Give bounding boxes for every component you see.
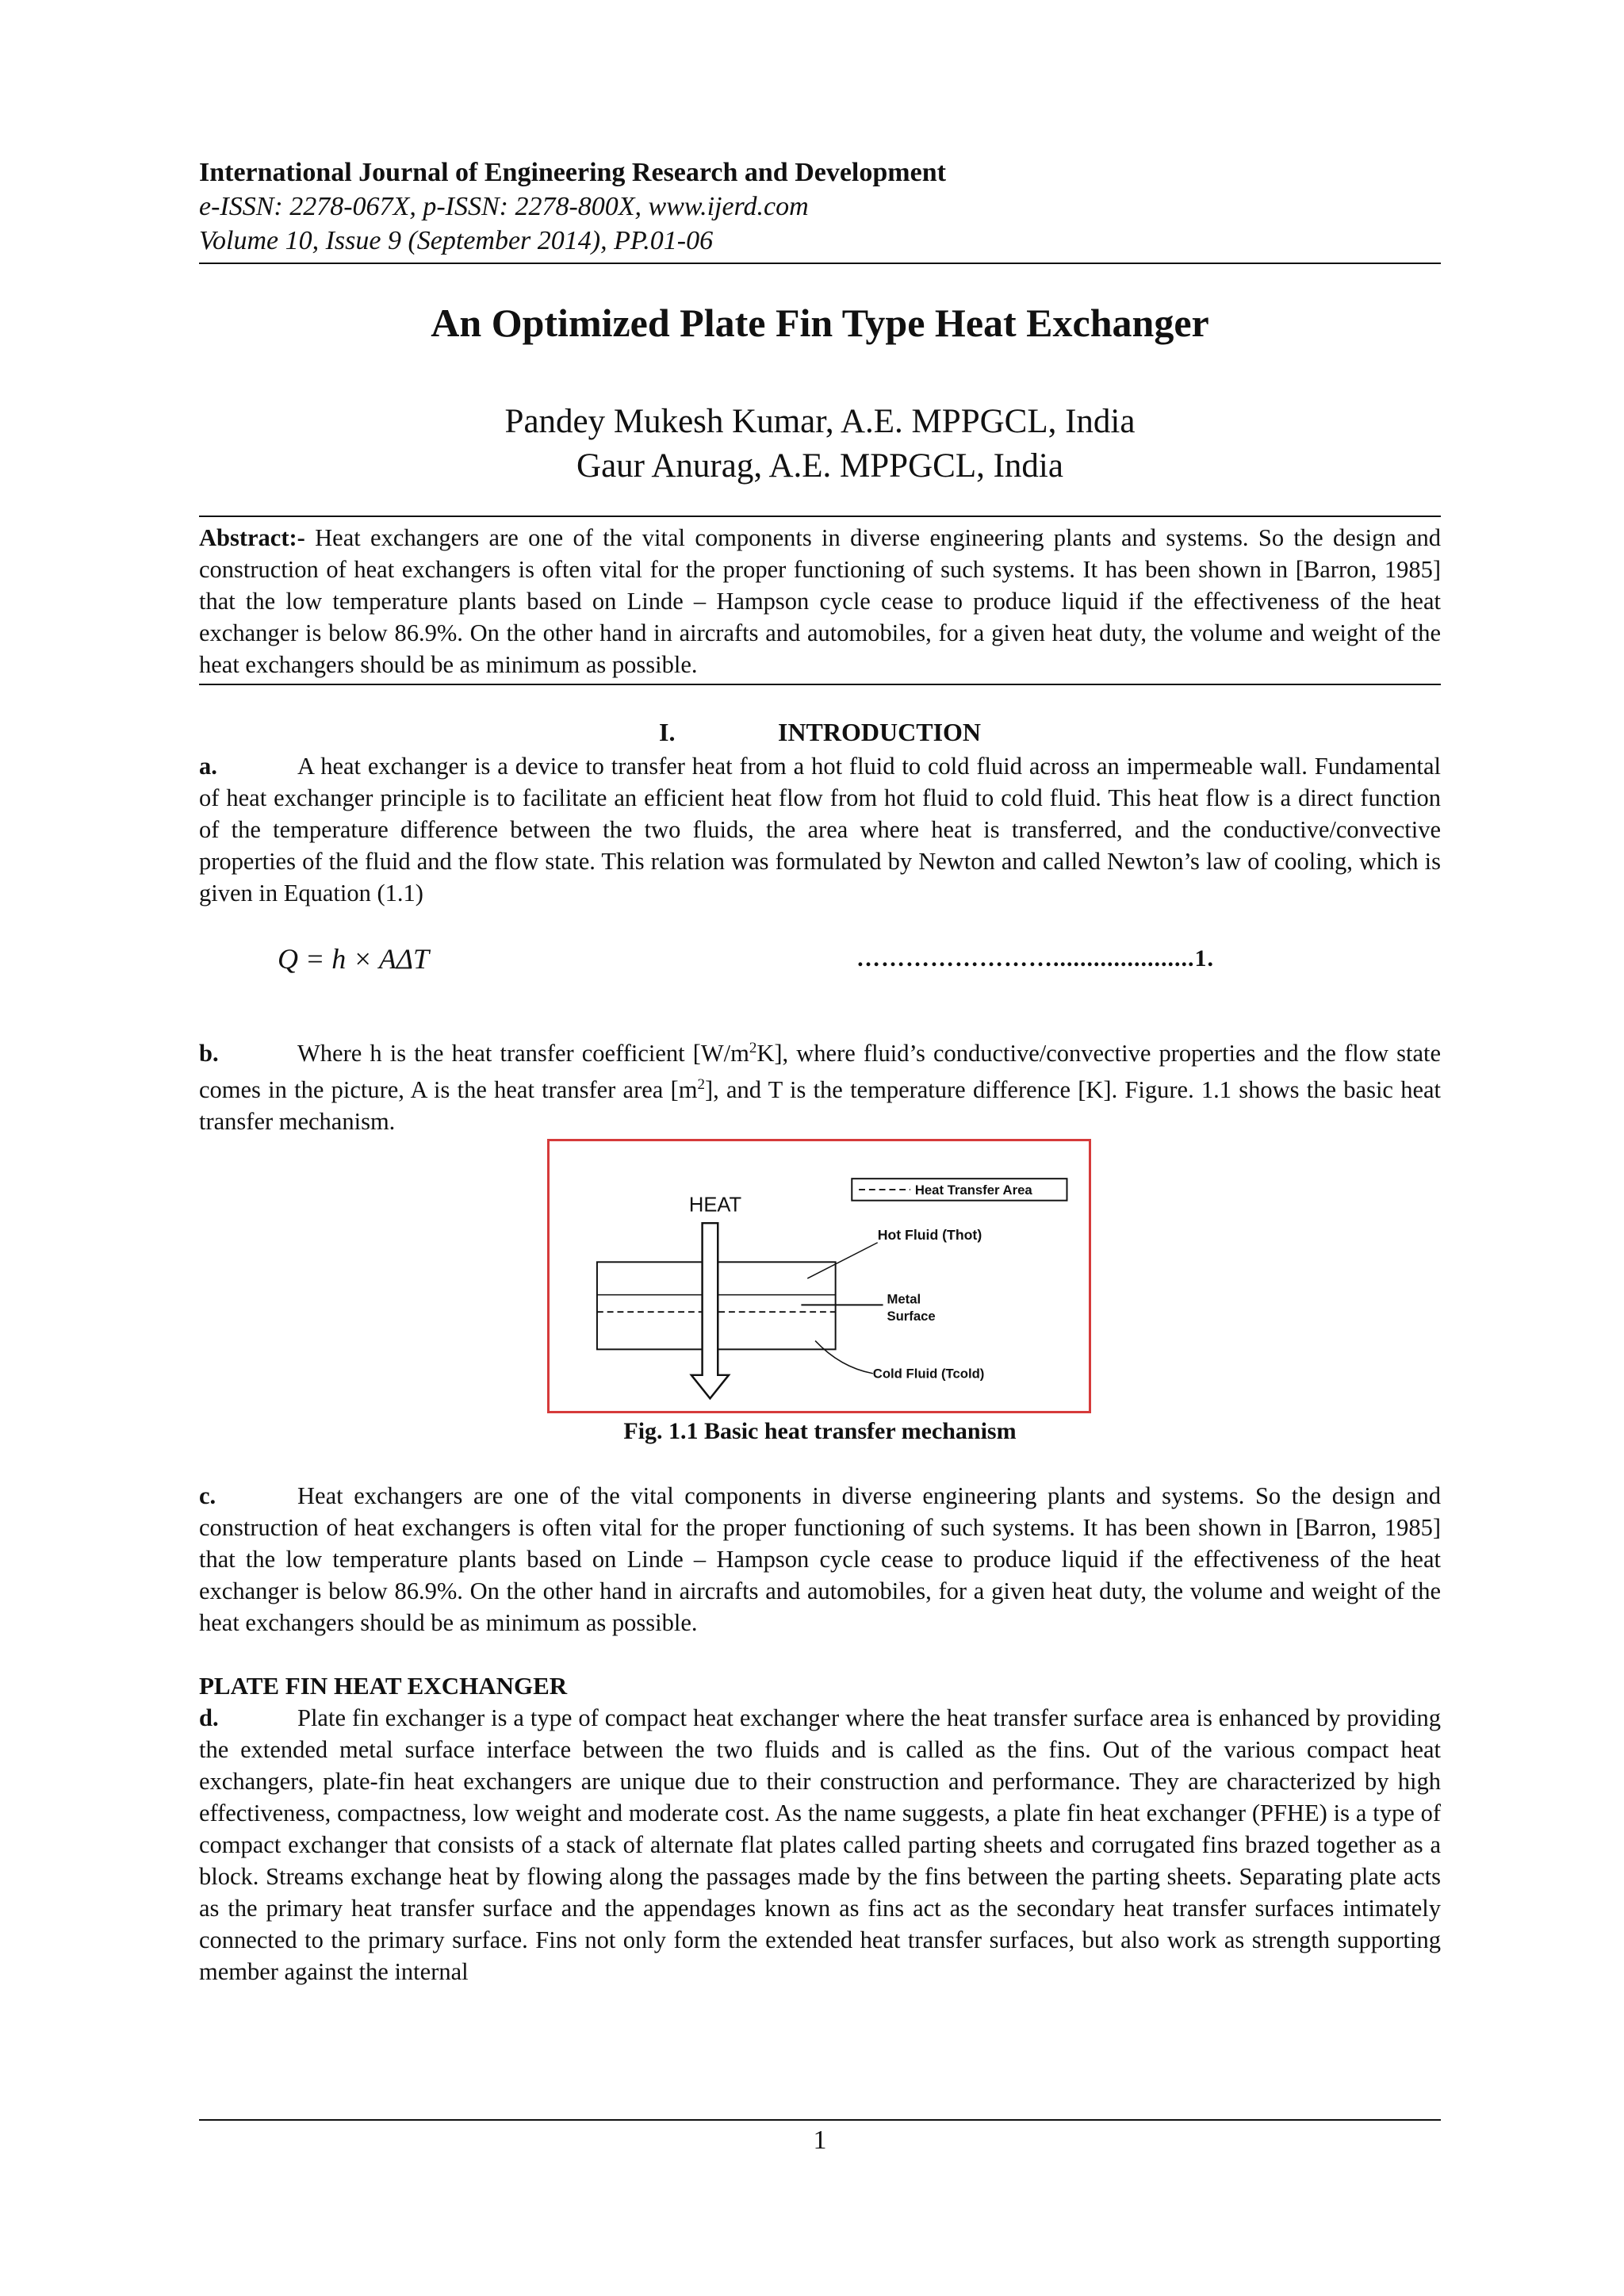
paragraph-c-label: c. — [199, 1482, 216, 1509]
paragraph-b-label: b. — [199, 1040, 219, 1068]
author-1: Pandey Mukesh Kumar, A.E. MPPGCL, India — [504, 403, 1136, 440]
heat-label: HEAT — [688, 1194, 742, 1217]
paragraph-b — [199, 1033, 1441, 1137]
cold-fluid-leader — [815, 1341, 873, 1374]
superscript-2: 2 — [749, 1040, 757, 1056]
journal-volume: Volume 10, Issue 9 (September 2014), PP.01-06 — [199, 226, 714, 255]
legend-label: Heat Transfer Area — [914, 1182, 1032, 1198]
hot-fluid-label: Hot Fluid (Thot) — [877, 1226, 982, 1243]
paragraph-d-label: d. — [199, 1704, 219, 1731]
paragraph-c — [199, 1480, 1441, 1639]
footer-rule — [199, 2119, 1441, 2121]
abstract — [199, 522, 1441, 680]
plate-fin-heading: PLATE FIN HEAT EXCHANGER — [199, 1672, 568, 1700]
superscript-2b: 2 — [697, 1076, 705, 1094]
equation-number: …………………….....................1. — [856, 945, 1214, 972]
abstract-bottom-rule — [199, 684, 1441, 685]
section-number: I. — [658, 718, 676, 746]
journal-title: International Journal of Engineering Research and Development — [199, 158, 946, 187]
equation-1: Q = h × AΔT — [278, 943, 430, 975]
author-2: Gaur Anurag, A.E. MPPGCL, India — [576, 447, 1063, 485]
paragraph-a — [199, 750, 1441, 909]
figure-1-1 — [547, 1139, 1091, 1413]
figure-caption: Fig. 1.1 Basic heat transfer mechanism — [623, 1418, 1017, 1444]
paragraph-d-text: Plate fin exchanger is a type of compact heat exchanger where the heat transfer surface area is enhanced by providing the extended metal surface interface between the two fluids and is called as the fins. Out of the various compact heat exchangers, plate-fin heat exchangers are unique due to their construction and performance. They are characterized by high effectiveness, compactness, low weight and moderate cost. As the name suggests, a plate fin heat exchanger (PFHE) is a type of compact exchanger that consists of a stack of alternate flat plates called parting sheets and corrugated fins brazed together as a block. Streams exchange heat by flowing along the passages made by the fins between the parting sheets. Separating plate acts as the primary heat transfer surface and the appendages known as fins act as the secondary heat transfer surfaces intimately connected to the primary surface. Fins not only form the extended heat transfer surfaces, but also work as strength supporting member against the internal — [199, 1704, 1441, 1985]
cold-fluid-label: Cold Fluid (Tcold) — [872, 1366, 985, 1382]
paragraph-c-text: Heat exchangers are one of the vital components in diverse engineering plants and systems. So the design and construction of heat exchangers is often vital for the proper functioning of such systems. It has been shown in [Barron, 1985] that the low temperature plants based on Linde – Hampson cycle cease to produce liquid if the effectiveness of the heat exchanger is below 86.9%. On the other hand in aircrafts and automobiles, for a given heat duty, the volume and weight of the heat exchangers should be as minimum as possible. — [199, 1482, 1441, 1636]
paper-title: An Optimized Plate Fin Type Heat Exchanger — [431, 301, 1209, 345]
hot-fluid-leader — [807, 1243, 877, 1278]
abstract-text: Heat exchangers are one of the vital components in diverse engineering plants and systems. So the design and construction of heat exchangers is often vital for the proper functioning of such systems. It has been shown in [Barron, 1985] that the low temperature plants based on Linde – Hampson cycle cease to produce liquid if the effectiveness of the heat exchanger is below 86.9%. On the other hand in aircrafts and automobiles, for a given heat duty, the volume and weight of the heat exchangers should be as minimum as possible. — [199, 524, 1441, 678]
paragraph-a-label: a. — [199, 753, 217, 780]
page-number: 1 — [813, 2125, 827, 2155]
author-list — [199, 400, 1441, 489]
heat-transfer-diagram — [550, 1141, 1089, 1411]
paragraph-a-text: A heat exchanger is a device to transfer heat from a hot fluid to cold fluid across an impermeable wall. Fundamental of heat exchanger principle is to facilitate an efficient heat flow from hot fluid to cold fluid. This heat flow is a direct function of the temperature difference between the two fluids, the area where heat is transferred, and the conductive/convective properties of the fluid and the flow state. This relation was formulated by Newton and called Newton’s law of cooling, which is given in Equation (1.1) — [199, 753, 1441, 907]
paragraph-b-text-1: Where h is the heat transfer coefficient [W/m — [297, 1040, 749, 1068]
journal-header — [199, 155, 1441, 258]
abstract-top-rule — [199, 516, 1441, 517]
abstract-label: Abstract:- — [199, 524, 305, 551]
paragraph-b-text-3: ], and T is the temperature difference [K]. Figure. 1.1 shows the basic heat transfer mechanism. — [199, 1076, 1441, 1136]
journal-issn: e-ISSN: 2278-067X, p-ISSN: 2278-800X, www.ijerd.com — [199, 192, 809, 221]
header-rule — [199, 263, 1441, 264]
section-title: INTRODUCTION — [777, 718, 982, 746]
paragraph-d — [199, 1702, 1441, 1987]
paragraph-b-text-2: K], where fluid’s conductive/convective properties and the flow state comes in the picture, A is the heat transfer area [m — [199, 1040, 1441, 1104]
surface-label: Surface — [887, 1309, 936, 1324]
section-heading-introduction — [199, 718, 1441, 747]
metal-label: Metal — [887, 1291, 921, 1307]
heat-arrow-icon — [691, 1223, 729, 1398]
